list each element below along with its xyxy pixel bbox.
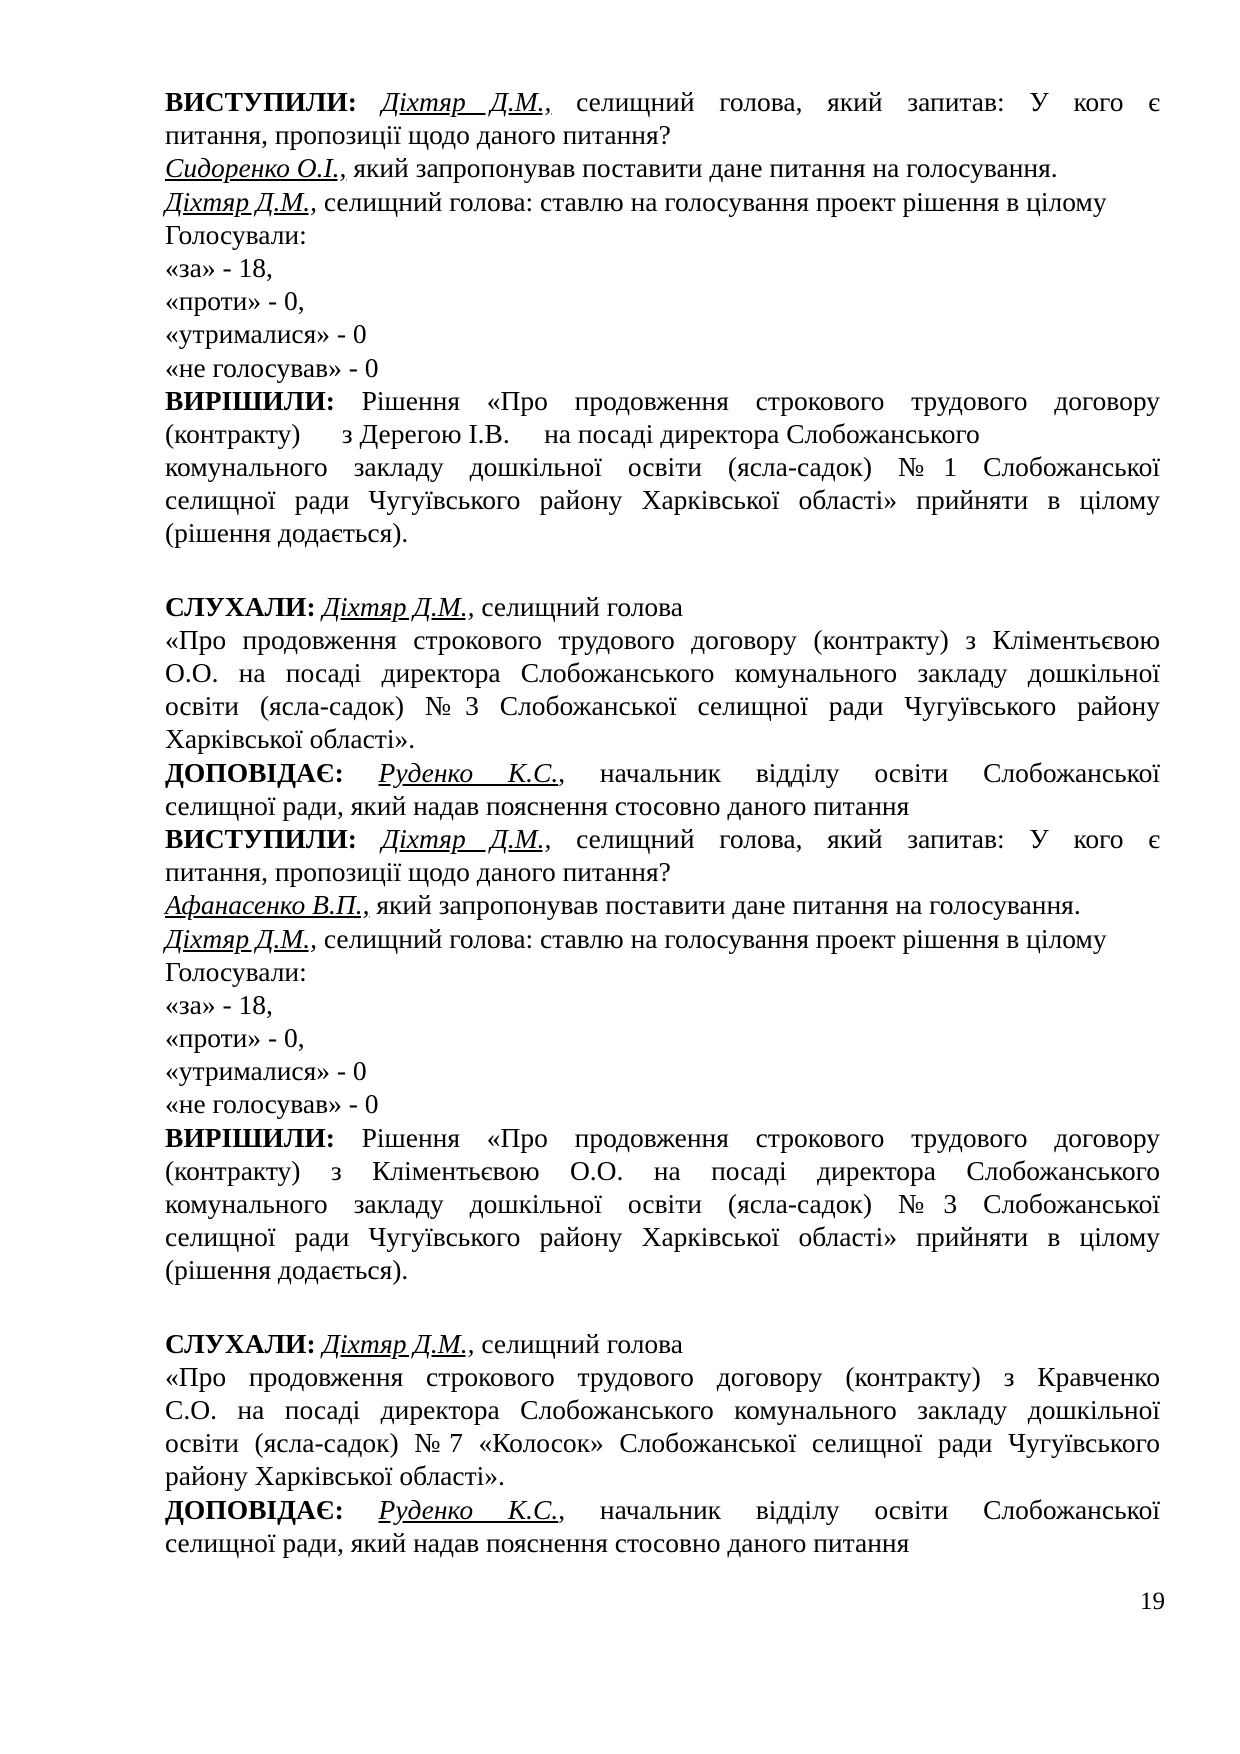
topic-line: Харківської області». (165, 723, 416, 755)
spoke-label: ВИСТУПИЛИ: (165, 822, 357, 854)
speakers-section (165, 822, 1160, 955)
chair-line (165, 922, 1160, 955)
topic-line: С.О. на посаді директора Слобожанського комунального закладу дошкільної (165, 1393, 1160, 1425)
vote-for: «за» - 18, (165, 988, 273, 1020)
decision-section (165, 1121, 1160, 1287)
vote-results (165, 218, 1160, 384)
speaker-line (165, 822, 1160, 855)
topic-line: О.О. на посаді директора Слобожанського комунального закладу дошкільної (165, 657, 1160, 688)
topic-line: «Про продовження строкового трудового договору (контракту) з Кліментьєвою (165, 623, 1160, 655)
vote-abstained: «утрималися» - 0 (165, 1055, 367, 1087)
chair-text: селищний голова: ставлю на голосування проект рішення в цілому (316, 185, 1107, 217)
proposer-name: Афанасенко В.П., (165, 889, 370, 921)
heard-section (165, 1327, 1160, 1493)
speaker-text-continued: питання, пропозиції щодо даного питання? (165, 856, 671, 888)
voted-label: Голосували: (165, 955, 307, 987)
vote-for: «за» - 18, (165, 251, 273, 283)
chair-text: селищний голова: ставлю на голосування проект рішення в цілому (316, 922, 1107, 954)
topic-line: освіти (ясла-садок) №7 «Колосок» Слобожанської селищної ради Чугуївського (165, 1427, 1160, 1459)
decision-line: (контракту) з Дерегою І.В. на посаді директора Слобожанського (165, 417, 980, 449)
topic-line: району Харківської області». (165, 1460, 505, 1492)
decision-line: комунального закладу дошкільної освіти (ясла-садок) №3 Слобожанської (165, 1188, 1160, 1219)
voted-label: Голосували: (165, 218, 307, 250)
decision-line: (контракту) з Кліментьєвою О.О. на посаді директора Слобожанського (165, 1154, 1160, 1186)
report-line (165, 756, 1160, 789)
section-gap (165, 550, 1160, 590)
decision-section (165, 384, 1160, 550)
heard-name: Діхтяр Д.М., (322, 590, 475, 622)
topic-line: «Про продовження строкового трудового договору (контракту) з Кравченко (165, 1360, 1160, 1392)
decided-label: ВИРІШИЛИ: (165, 384, 335, 416)
report-line (165, 1493, 1160, 1526)
heard-name: Діхтяр Д.М., (322, 1327, 475, 1359)
report-name: Руденко К.С. (378, 1493, 559, 1525)
decision-text: Рішення «Про продовження строкового трудового договору (334, 384, 1160, 416)
section-gap (165, 1287, 1160, 1327)
vote-abstained: «утрималися» - 0 (165, 318, 367, 350)
report-text: , начальник відділу освіти Слобожанської (558, 756, 1160, 788)
speaker-text: селищний голова, який запитав: У кого є (551, 86, 1160, 117)
speaker-name: Діхтяр Д.М., (381, 822, 552, 854)
topic-line: освіти (ясла-садок) №3 Слобожанської селищної ради Чугуївського району (165, 690, 1160, 722)
heard-text: селищний голова (474, 590, 684, 622)
proposer-text: який запропонував поставити дане питання на голосування. (369, 889, 1081, 921)
chair-line (165, 185, 1160, 218)
vote-against: «проти» - 0, (165, 285, 305, 317)
decision-line: селищної ради Чугуївського району Харківської області» прийняти в цілому (165, 484, 1160, 516)
heard-line (165, 590, 1160, 623)
report-text-continued: селищної ради, який надав пояснення стосовно даного питання (165, 789, 910, 821)
speaker-name: Діхтяр Д.М., (381, 86, 552, 117)
decision-line (165, 1121, 1160, 1154)
heard-text: селищний голова (474, 1327, 684, 1359)
decision-line: (рішення додається). (165, 1254, 409, 1286)
proposer-line (165, 151, 1160, 184)
document-page (165, 85, 1160, 1559)
heard-section (165, 590, 1160, 756)
vote-not-voted: «не голосував» - 0 (165, 351, 379, 383)
speaker-text: селищний голова, який запитав: У кого є (551, 822, 1160, 854)
report-label: ДОПОВІДАЄ: (165, 1493, 344, 1525)
decision-text: Рішення «Про продовження строкового трудового договору (334, 1121, 1160, 1153)
decided-label: ВИРІШИЛИ: (165, 1121, 335, 1153)
vote-not-voted: «не голосував» - 0 (165, 1088, 379, 1120)
chair-name: Діхтяр Д.М., (165, 185, 317, 217)
page-number: 19 (1140, 1588, 1165, 1615)
decision-line: комунального закладу дошкільної освіти (ясла-садок) №1 Слобожанської (165, 451, 1160, 483)
report-text-continued: селищної ради, який надав пояснення стосовно даного питання (165, 1526, 910, 1558)
chair-name: Діхтяр Д.М., (165, 922, 317, 954)
proposer-name: Сидоренко О.І., (165, 152, 347, 184)
proposer-text: який запропонував поставити дане питання на голосування. (346, 152, 1058, 184)
report-label: ДОПОВІДАЄ: (165, 756, 344, 788)
vote-against: «проти» - 0, (165, 1022, 305, 1054)
decision-line: селищної ради Чугуївського району Харківської області» прийняти в цілому (165, 1221, 1160, 1253)
spoke-label: ВИСТУПИЛИ: (165, 86, 357, 117)
vote-results (165, 955, 1160, 1121)
proposer-line (165, 888, 1160, 921)
speaker-text-continued: питання, пропозиції щодо даного питання? (165, 119, 671, 151)
heard-line (165, 1327, 1160, 1360)
speakers-section (165, 85, 1160, 218)
report-section (165, 756, 1160, 822)
heard-label: СЛУХАЛИ: (165, 1327, 316, 1359)
report-text: , начальник відділу освіти Слобожанської (558, 1493, 1160, 1525)
report-name: Руденко К.С. (378, 756, 559, 788)
report-section (165, 1493, 1160, 1559)
decision-line: (рішення додається). (165, 517, 409, 549)
decision-line (165, 384, 1160, 417)
speaker-line (165, 85, 1160, 118)
heard-label: СЛУХАЛИ: (165, 590, 316, 622)
